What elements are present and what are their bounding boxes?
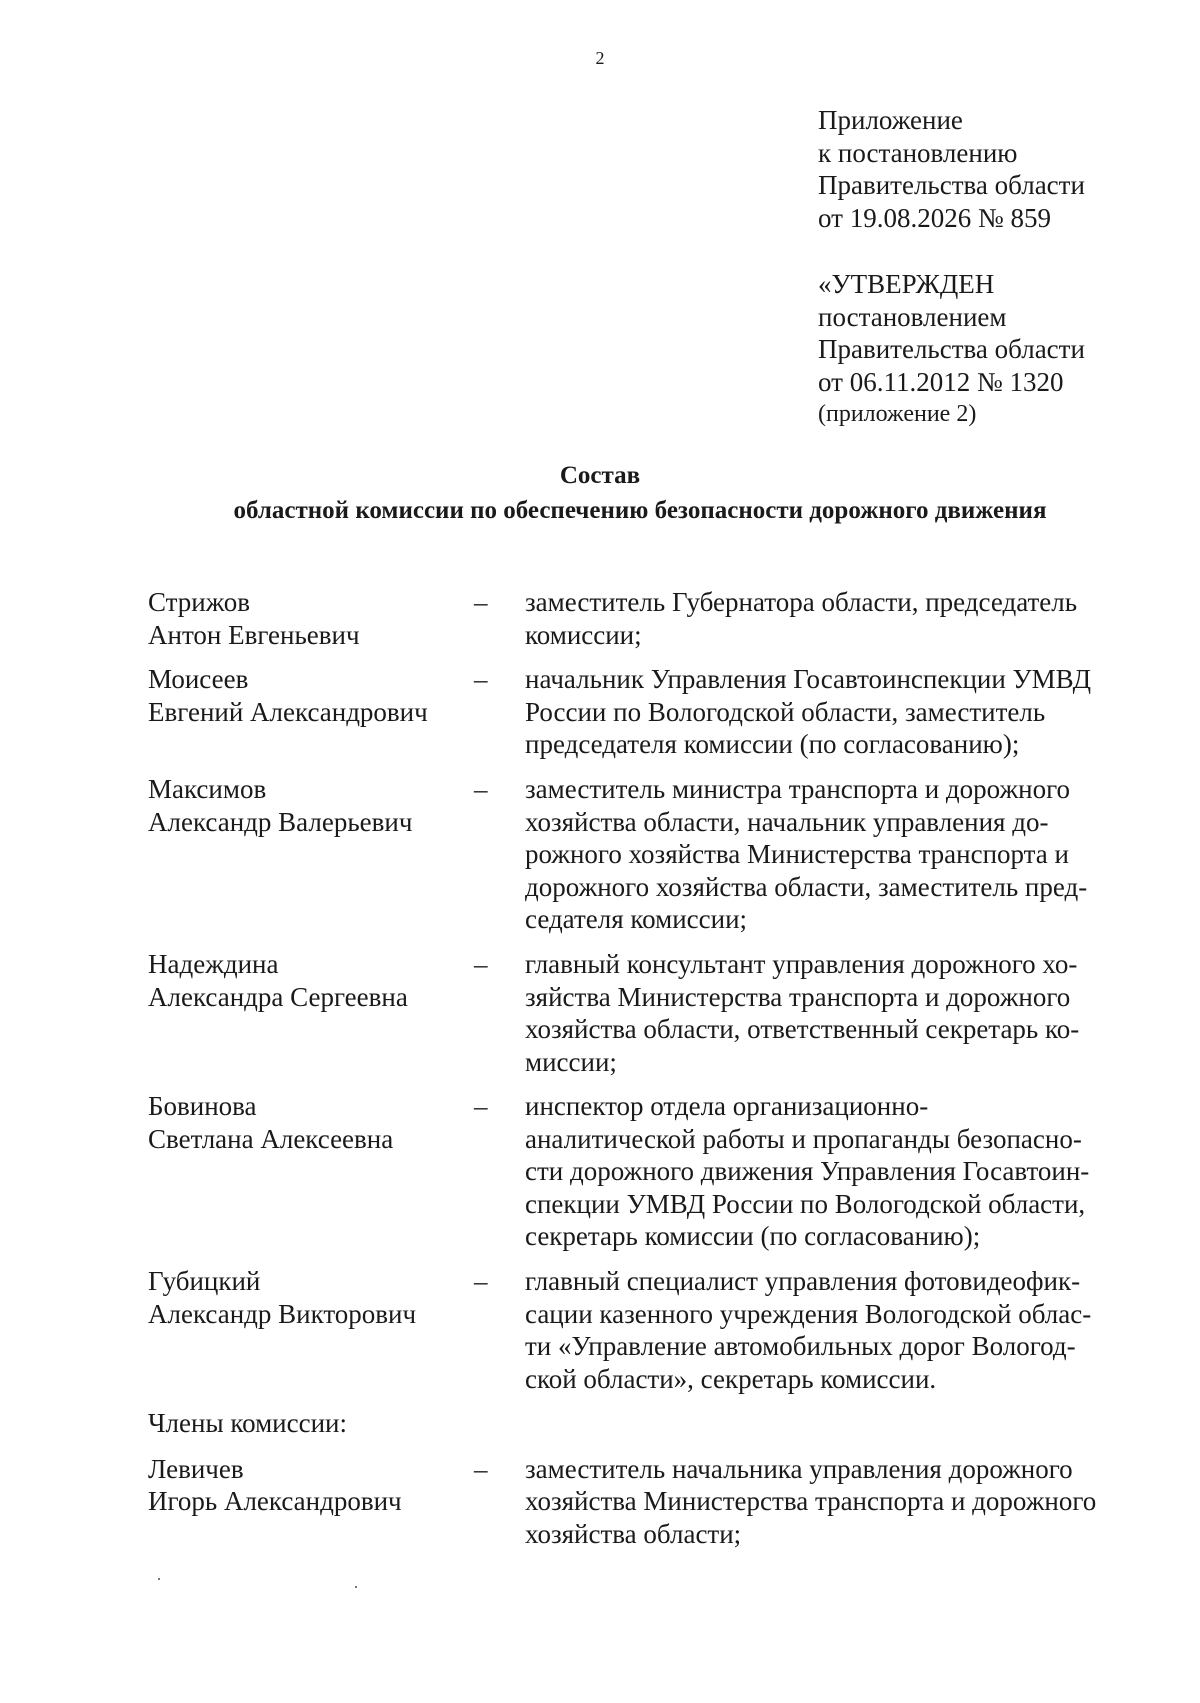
role-line: сти дорожного движения Управления Госавтоин- [525,1156,1090,1186]
commission-roster [148,586,1148,1550]
position-description [525,586,1145,651]
dash-separator: – [474,1453,488,1484]
dash-separator: – [474,1266,488,1296]
given-names: Александр Викторович [148,1298,417,1329]
appendix-line: от 19.08.2026 № 859 [818,202,1051,233]
person-name [148,773,474,838]
position-description [525,1453,1145,1551]
document-title [0,458,1200,528]
role-line: ской области», секретарь комиссии. [525,1363,937,1394]
role-line: сации казенного учреждения Вологодской облас- [525,1298,1092,1329]
appendix-line: к постановлению [818,137,1018,168]
person-name [148,1265,474,1330]
person-name [148,586,474,651]
approved-line: от 06.11.2012 № 1320 [818,366,1064,397]
role-line: зяйства Министерства транспорта и дорожного [525,981,1071,1012]
surname: Бовинова [148,1091,257,1121]
appendix-line: Приложение [818,105,963,135]
title-line-2: областной комиссии по обеспечению безопасности дорожного движения [233,497,1047,524]
appendix-line: Правительства области [818,170,1085,200]
position-description [525,948,1145,1078]
role-line: главный специалист управления фотовидеофик- [525,1266,1081,1296]
role-line: ти «Управление автомобильных дорог Вологод- [525,1331,1076,1361]
person-name [148,663,474,728]
roster-entry [148,663,1148,773]
role-line: миссии; [525,1046,617,1077]
surname: Левичев [148,1453,244,1484]
approved-line: «УТВЕРЖДЕН [818,269,995,299]
role-line: дорожного хозяйства области, заместитель пред- [525,871,1088,902]
roster-entry [148,1090,1148,1265]
scan-speck [158,1578,160,1580]
role-line: России по Вологодской области, заместитель [525,696,1046,727]
role-line: спекции УМВД России по Вологодской области, [525,1188,1086,1219]
role-line: хозяйства области, ответственный секретарь ко- [525,1014,1080,1044]
role-line: инспектор отдела организационно- [525,1091,929,1121]
surname: Стрижов [148,587,250,617]
role-line: хозяйства Министерства транспорта и дорожного [525,1486,1097,1516]
roster-entry [148,948,1148,1090]
given-names: Александра Сергеевна [148,981,408,1012]
role-line: начальник Управления Госавтоинспекции УМВД [525,664,1092,694]
title-line-1: Состав [559,462,641,489]
roster-entry [148,586,1148,663]
role-line: хозяйства области; [525,1518,742,1549]
approval-stamp-block [818,268,1085,431]
surname: Надеждина [148,949,279,979]
person-name [148,1090,474,1155]
role-line: седателя комиссии; [525,904,748,934]
approved-line: постановлением [818,301,1007,332]
given-names: Евгений Александрович [148,696,428,727]
dash-separator: – [474,664,488,694]
position-description [525,1090,1145,1253]
role-line: заместитель Губернатора области, председатель [525,587,1078,617]
given-names: Александр Валерьевич [148,806,413,837]
role-line: хозяйства области, начальник управления до- [525,806,1049,837]
scan-speck [355,1586,357,1588]
surname: Максимов [148,774,267,804]
given-names: Антон Евгеньевич [148,619,360,650]
given-names: Игорь Александрович [148,1486,402,1516]
approved-line: Правительства области [818,334,1085,364]
roster-entry [148,1453,1148,1551]
role-line: председателя комиссии (по согласованию); [525,729,1020,759]
dash-separator: – [474,587,488,617]
appendix-header [818,104,1085,234]
role-line: секретарь комиссии (по согласованию); [525,1221,981,1251]
role-line: аналитической работы и пропаганды безопасно- [525,1123,1082,1154]
person-name [148,1453,474,1518]
dash-separator: – [474,774,488,804]
position-description [525,663,1145,761]
role-line: комиссии; [525,619,642,650]
approved-note: (приложение 2) [818,401,977,427]
surname: Моисеев [148,664,249,694]
page-number: 2 [595,48,605,68]
role-line: рожного хозяйства Министерства транспорта и [525,839,1069,869]
person-name [148,948,474,1013]
role-line: главный консультант управления дорожного хо- [525,949,1078,979]
roster-entry [148,1265,1148,1407]
role-line: заместитель начальника управления дорожного [525,1453,1073,1484]
dash-separator: – [474,1091,488,1121]
given-names: Светлана Алексеевна [148,1123,394,1154]
roster-entry [148,773,1148,948]
dash-separator: – [474,949,488,979]
role-line: заместитель министра транспорта и дорожного [525,774,1070,804]
surname: Губицкий [148,1266,261,1296]
position-description [525,773,1145,936]
members-heading: Члены комиссии: [148,1408,347,1438]
position-description [525,1265,1145,1395]
